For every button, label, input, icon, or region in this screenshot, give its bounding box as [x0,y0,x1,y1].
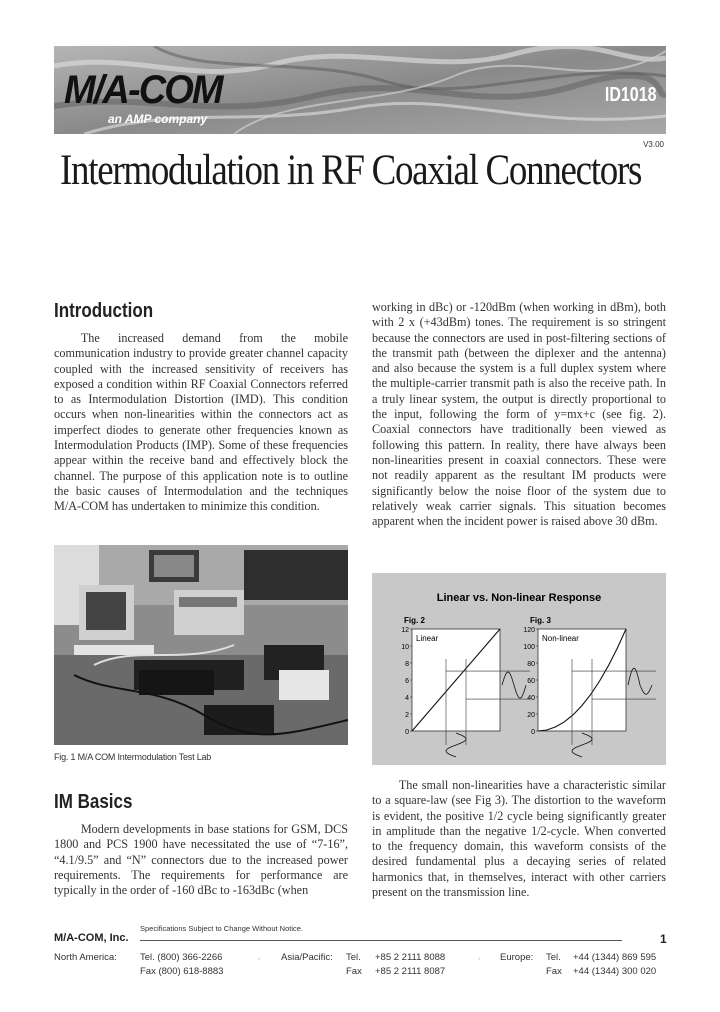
footer-company: M/A-COM, Inc. [54,932,129,944]
response-chart-svg [372,573,666,765]
series-label-3: Non-linear [542,634,579,643]
footer-divider [140,940,622,941]
document-id: ID1018 [604,84,656,106]
eu-fax-label: Fax [546,966,562,977]
right-column-text-2 [372,778,666,900]
y-tick-label: 60 [527,678,535,685]
company-logo: M/A-COM [64,68,222,112]
y-tick-label: 80 [527,661,535,668]
test-lab-illustration [54,545,348,745]
y-tick-label: 10 [401,644,409,651]
test-lab-photo [54,545,348,745]
y-tick-label: 12 [401,627,409,634]
y-tick-label: 0 [531,729,535,736]
separator-1: ¸ [258,954,260,960]
page-title: Intermodulation in RF Coaxial Connectors [60,147,642,194]
na-fax: Fax (800) 618-8883 [140,966,224,977]
right-column-para-2: The small non-linearities have a characteristic similar to a square-law (see Fig 3). The distortion to the waveform is evident, the positive 1/2 cycle being significantly greater in amplitude than the negative 1/2-cycle. When converted to the frequency domain, this waveform consists of the desired fundamental plus a decaying series of related harmonics that, in themselves, interact with other carriers present on the transmission line. [372,778,666,900]
input-waveform-3 [572,733,592,757]
im-basics-body [54,822,348,898]
version-label: V3.00 [643,140,664,149]
y-tick-label: 120 [523,627,535,634]
right-column-text-1 [372,300,666,529]
ap-tel-label: Tel. [346,952,361,963]
eu-tel: +44 (1344) 869 595 [573,952,657,963]
eu-label: Europe: [500,952,534,963]
im-basics-text: Modern developments in base stations for GSM, DCS 1800 and PCS 1900 have necessitated the use of “7-16”, “4.1/9.5” and “N” connectors due to the increased power requirements. The requirements for performance are typically in the order of -160 dBc to -163dBc (when [54,822,348,898]
eu-fax: +44 (1344) 300 020 [573,966,657,977]
series-label-2: Linear [416,634,439,643]
na-tel: Tel. (800) 366-2266 [140,952,223,963]
right-column-para-1: working in dBc) or -120dBm (when working in dBm), both with 2 x (+43dBm) tones. The requirement is so stringent because the connectors are used in post-filtering sections of the transmit path (between the diplexer and the antenna) and also because the system is a full duplex system where the multiple-carrier transmit path is also the receive path. In a truly linear system, the output is directly proportional to the input, following the form of y=mx+c (see fig. 2). Coaxial connectors have traditionally been viewed as following this pattern. In reality, there have always been non-linearities present in coaxial connectors. These were not readily apparent as the resultant IM products were significantly below the noise floor of the system due to relatively weak carrier signals. This situation becomes apparent when the incident power is raised above 30 dBm. [372,300,666,529]
company-tagline: an AMP company [108,112,208,126]
ap-label: Asia/Pacific: [281,952,333,963]
footer-disclaimer: Specifications Subject to Change Without Notice. [140,924,304,933]
output-waveform-3 [628,668,652,694]
ap-tel: +85 2 2111 8088 [375,952,446,963]
fig-label-2: Fig. 2 [404,616,425,625]
y-tick-label: 2 [405,712,409,719]
response-chart [372,573,666,765]
separator-2: ¸ [478,954,480,960]
introduction-text: The increased demand from the mobile communication industry to provide greater channel capacity coupled with the increased sensitivity of receivers has exposed a condition within RF Coaxial Connectors referred to as Intermodulation Distortion (IMD). This condition occurs when non-linearities within the connectors act as imperfect diodes to generate other frequencies known as Intermodulation Products (IMP). Some of these frequencies appear within the receive band and effectively block the channel. The purpose of this application note is to outline the basic causes of Intermodulation and the techniques M/A-COM has undertaken to minimize this condition. [54,331,348,514]
y-tick-label: 40 [527,695,535,702]
y-tick-label: 8 [405,661,409,668]
introduction-body [54,331,348,515]
y-tick-label: 100 [523,644,535,651]
y-tick-label: 6 [405,678,409,685]
eu-tel-label: Tel. [546,952,561,963]
y-tick-label: 20 [527,712,535,719]
na-label: North America: [54,952,117,963]
plot-area-3 [538,629,626,731]
y-tick-label: 4 [405,695,409,702]
ap-fax-label: Fax [346,966,362,977]
input-waveform-2 [446,733,466,757]
page-number: 1 [660,932,667,946]
fig-label-3: Fig. 3 [530,616,551,625]
im-basics-heading: IM Basics [54,791,133,813]
y-tick-label: 0 [405,729,409,736]
introduction-heading: Introduction [54,300,154,322]
output-waveform-2 [502,672,526,698]
header-banner [54,46,666,134]
figure1-caption: Fig. 1 M/A COM Intermodulation Test Lab [54,752,212,762]
ap-fax: +85 2 2111 8087 [375,966,446,977]
chart-title: Linear vs. Non-linear Response [436,592,602,604]
